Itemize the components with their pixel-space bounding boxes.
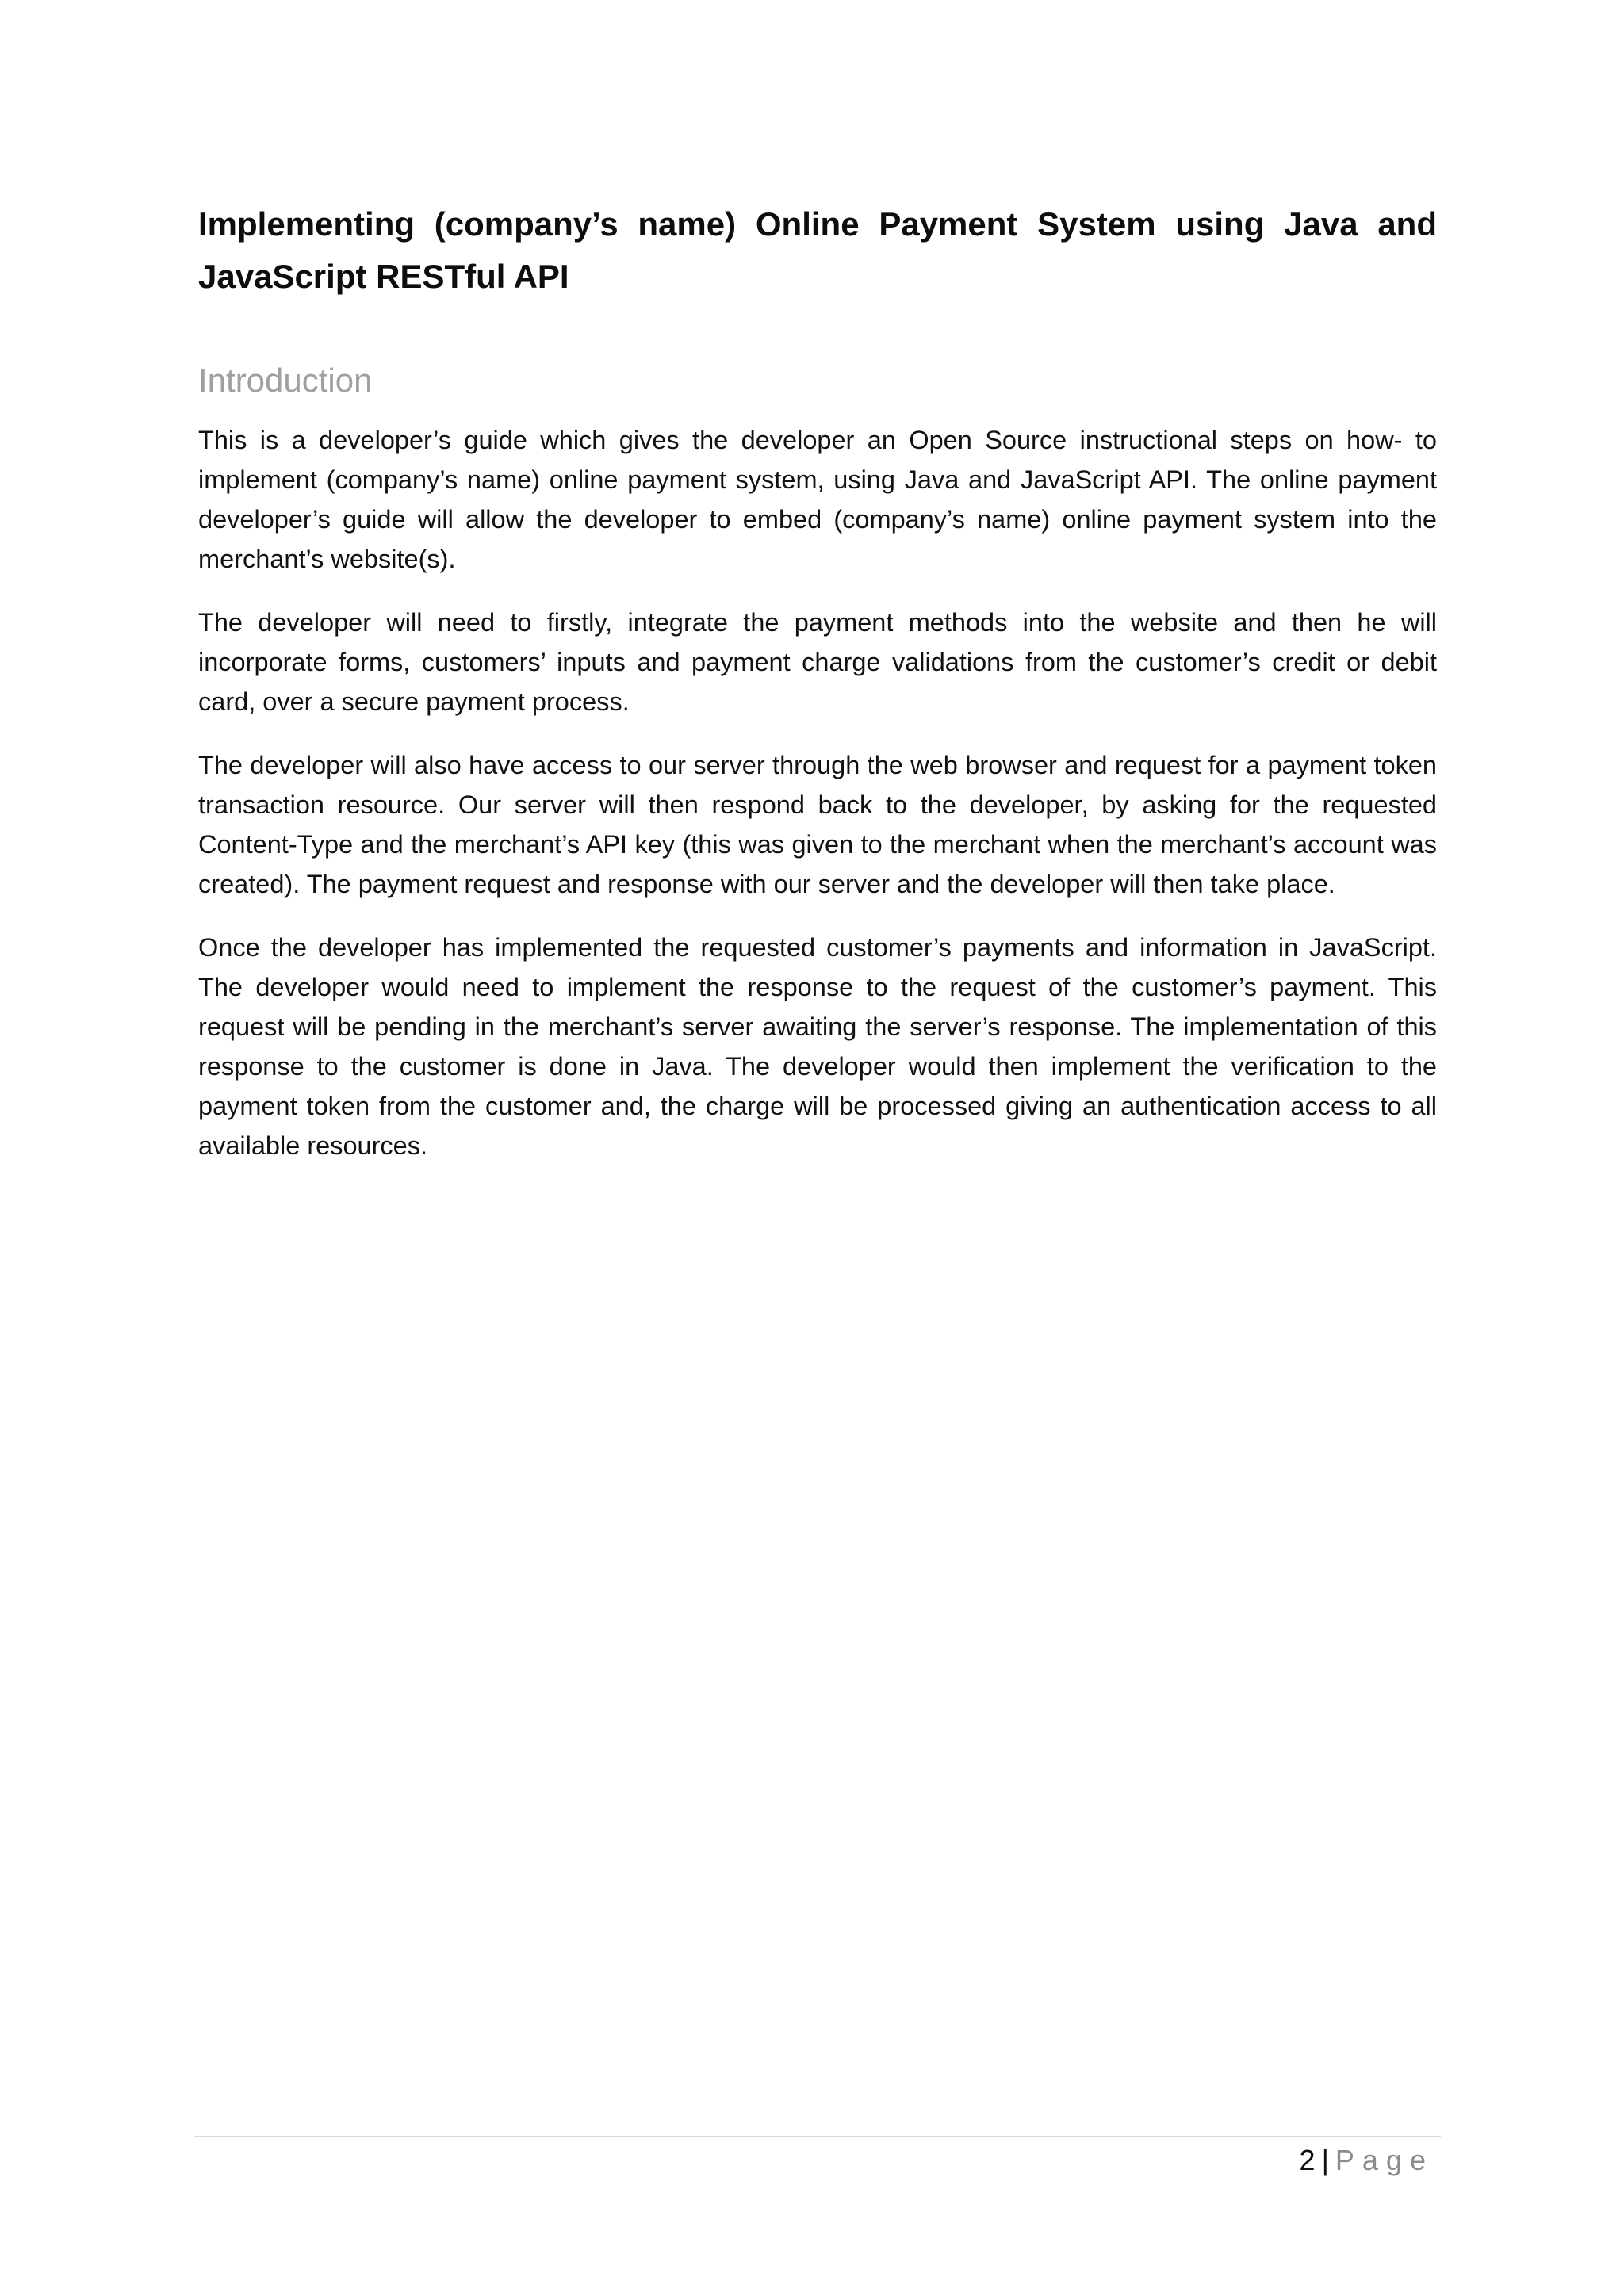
page-label: Page [1335,2144,1434,2176]
footer-separator: | [1321,2144,1329,2176]
page-content [198,198,1437,1189]
paragraph: The developer will also have access to our server through the web browser and request for a payment token transaction resource. Our server will then respond back to the developer, by asking for the requested Content-Type and the merchant’s API key (this was given to the merchant when the merchant’s account was created). The payment request and response with our server and the developer will then take place. [198,751,1437,898]
footer-divider [194,2136,1441,2137]
section-heading-introduction: Introduction [198,362,373,399]
page-footer [1300,2141,1434,2180]
paragraph: The developer will need to firstly, integrate the payment methods into the website and then he will incorporate forms, customers’ inputs and payment charge validations from the customer’s credit or debit card, over a secure payment process. [198,608,1437,716]
paragraph: This is a developer’s guide which gives the developer an Open Source instructional steps on how- to implement (company’s name) online payment system, using Java and JavaScript API. The online payment developer’s guide will allow the developer to embed (company’s name) online payment system into the merchant’s website(s). [198,426,1437,573]
document-title: Implementing (company’s name) Online Payment System using Java and JavaScript RESTful API [198,205,1437,295]
page-number: 2 [1299,2144,1316,2176]
paragraph: Once the developer has implemented the requested customer’s payments and information in JavaScript. The developer would need to implement the response to the request of the customer’s payment. This request will be pending in the merchant’s server awaiting the server’s response. The implementation of this response to the customer is done in Java. The developer would then implement the verification to the payment token from the customer and, the charge will be processed giving an authentication access to all available resources. [198,933,1437,1160]
